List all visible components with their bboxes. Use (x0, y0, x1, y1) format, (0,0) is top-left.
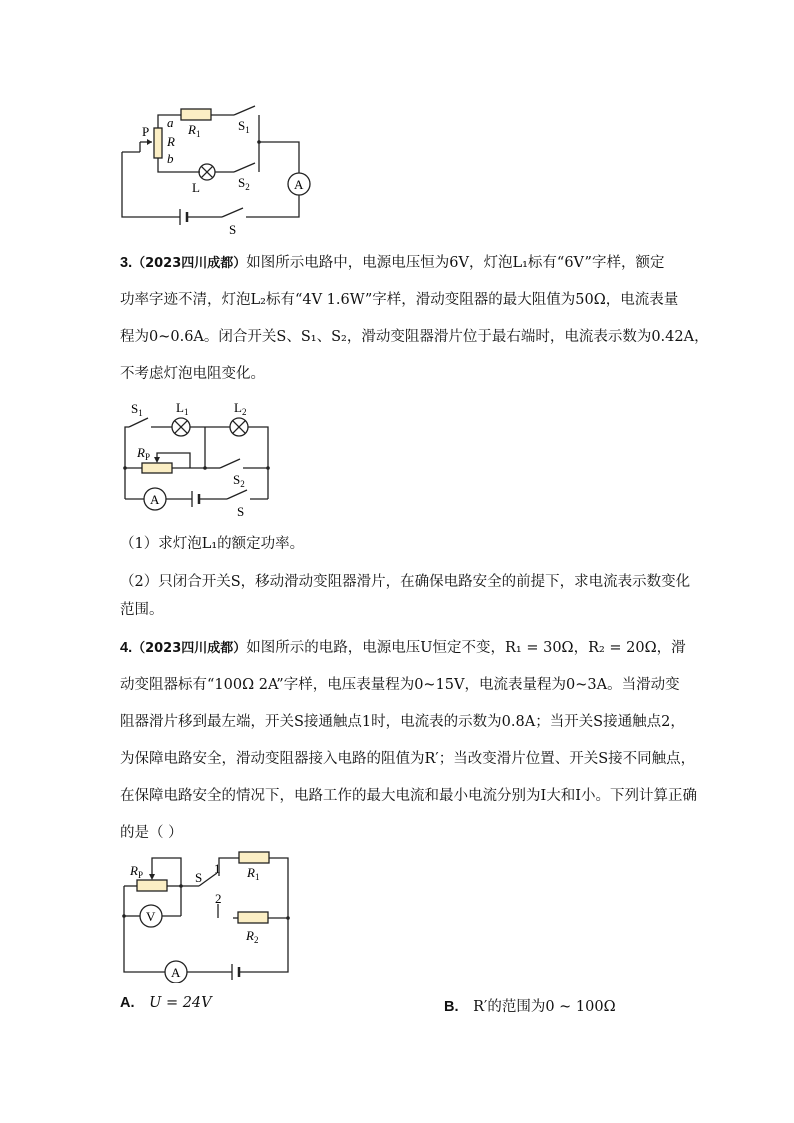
question-number: 3. (120, 255, 133, 271)
circuit-diagram-3 (115, 848, 300, 983)
fig1-label-L: L (192, 180, 200, 195)
fig1-label-R1: $R_1$ (188, 122, 201, 139)
fig2-label-S1: $S_1$ (131, 401, 143, 418)
fig3-label-R2: $R_2$ (246, 928, 259, 945)
question-source: （2023四川成都） (132, 641, 247, 656)
fig3-contact-1: 1 (214, 861, 221, 876)
question-text-line: 的是（ ） (120, 825, 183, 841)
fig1-label-R: R (167, 134, 175, 149)
option-b[interactable] (444, 995, 616, 1016)
question-text-line: 如图所示电路中，电源电压恒为6V，灯泡L₁标有“6V”字样，额定 (246, 255, 665, 271)
question-text-line: 如图所示的电路，电源电压U恒定不变，R₁ = 30Ω，R₂ = 20Ω，滑 (246, 640, 686, 656)
fig3-label-RP: $R_P$ (130, 863, 143, 880)
question-3 (120, 245, 709, 393)
fig3-label-S: S (195, 870, 203, 885)
option-text: U = 24V (149, 995, 212, 1011)
fig1-ammeter-label: A (294, 177, 304, 192)
question-text-line: 不考虑灯泡电阻变化。 (120, 366, 265, 382)
fig3-contact-2: 2 (215, 891, 222, 906)
fig1-label-S1: $S_1$ (238, 118, 250, 135)
sub-question-text-line: （2）只闭合开关S，移动滑动变阻器滑片，在确保电路安全的前提下，求电流表示数变化 (120, 574, 691, 590)
fig1-label-a: a (167, 115, 174, 130)
circuit-diagram-1 (110, 96, 320, 241)
fig2-ammeter-label: A (150, 492, 160, 507)
question-text-line: 为保障电路安全，滑动变阻器接入电路的阻值为R′；当改变滑片位置、开关S接不同触点， (120, 751, 696, 767)
fig2-label-L1: $L_1$ (176, 400, 189, 417)
question-text-line: 在保障电路安全的情况下，电路工作的最大电流和最小电流分别为I大和I小。下列计算正确 (120, 788, 697, 804)
fig2-label-RP: $R_P$ (137, 445, 150, 462)
option-letter: A. (120, 995, 135, 1011)
option-text: R′的范围为0 ~ 100Ω (473, 999, 616, 1015)
fig3-ammeter-label: A (171, 965, 181, 980)
fig2-label-L2: $L_2$ (234, 400, 247, 417)
sub-question-2 (120, 568, 690, 624)
fig3-voltmeter-label: V (146, 909, 156, 924)
sub-question-1: （1）求灯泡L₁的额定功率。 (120, 536, 305, 552)
circuit-diagram-2 (115, 398, 280, 520)
fig1-label-S: S (229, 222, 237, 237)
question-text-line: 功率字迹不清，灯泡L₂标有“4V 1.6W”字样，滑动变阻器的最大阻值为50Ω，电流表量 (120, 292, 679, 308)
question-4 (120, 630, 697, 852)
question-text-line: 动变阻器标有“100Ω 2A”字样，电压表量程为0~15V，电流表量程为0~3A。当滑动变 (120, 677, 680, 693)
fig1-label-S2: $S_2$ (238, 175, 250, 192)
question-number: 4. (120, 640, 133, 656)
question-source: （2023四川成都） (132, 256, 247, 271)
question-text-line: 程为0~0.6A。闭合开关S、S₁、S₂，滑动变阻器滑片位于最右端时，电流表示数为0.42A， (120, 329, 709, 345)
fig1-label-b: b (167, 151, 174, 166)
sub-question-text-line: 范围。 (120, 602, 164, 618)
fig3-label-R1: $R_1$ (247, 865, 260, 882)
fig2-label-S2: $S_2$ (233, 472, 245, 489)
question-text-line: 阻器滑片移到最左端，开关S接通触点1时，电流表的示数为0.8A；当开关S接通触点2， (120, 714, 685, 730)
fig2-label-S: S (237, 504, 245, 519)
option-a[interactable] (120, 995, 212, 1011)
option-letter: B. (444, 999, 459, 1015)
fig1-label-P: P (142, 124, 150, 139)
